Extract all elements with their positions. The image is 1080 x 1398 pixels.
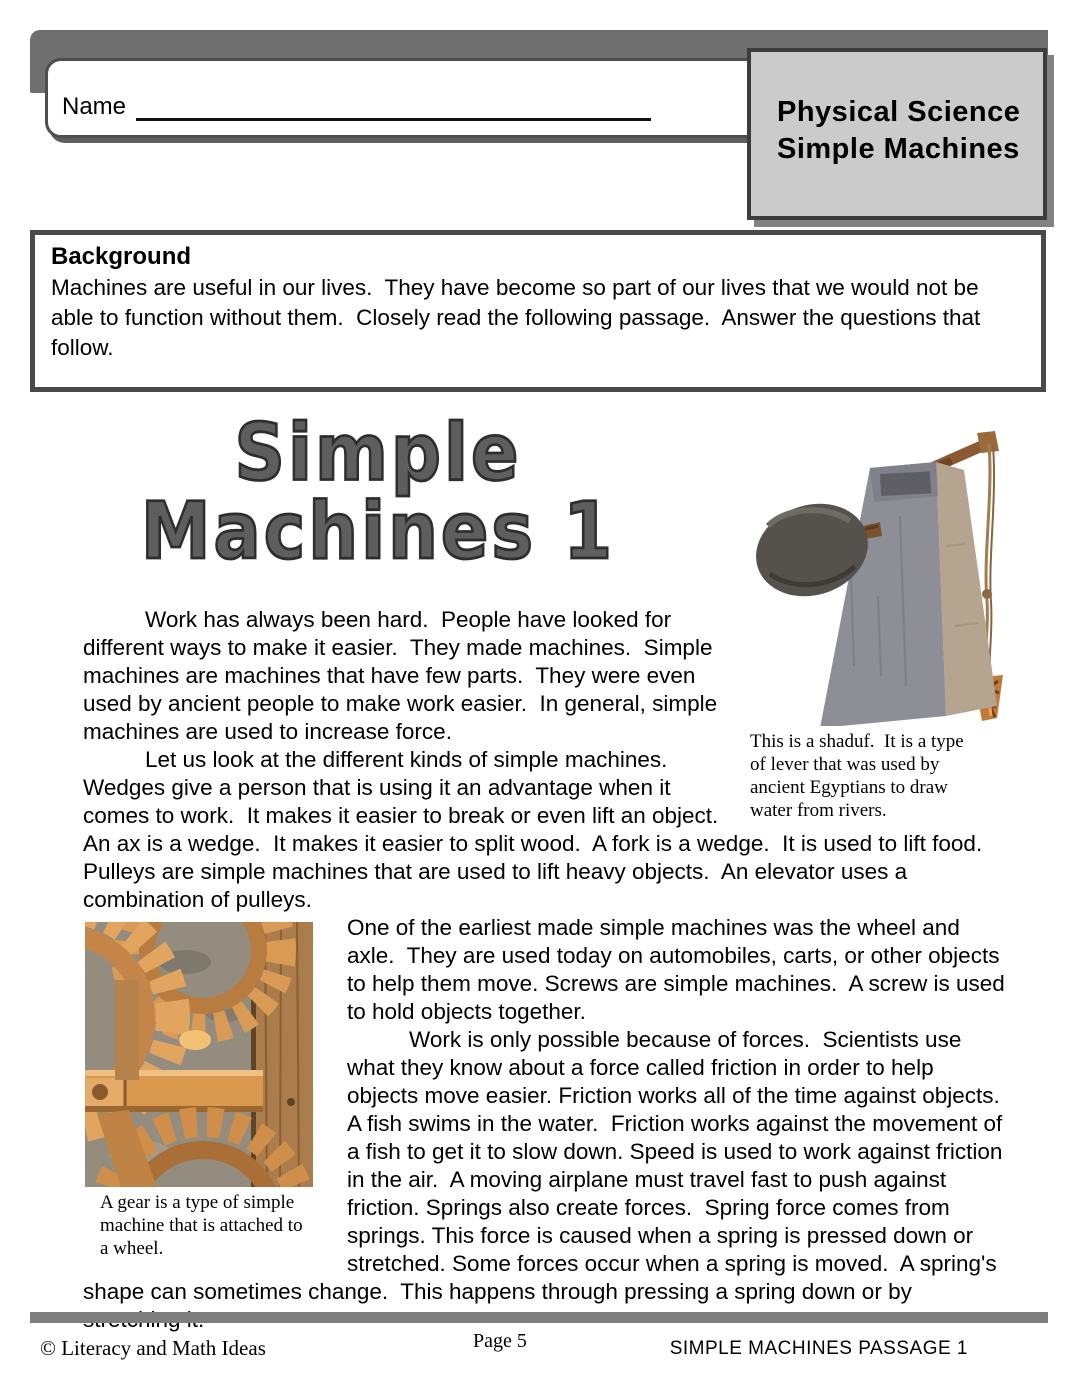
paragraph-3: One of the earliest made simple machines was the wheel and axle. They are used today on automobiles, carts, or other objects to help them move. Screws are simple machines. A screw is used to hold objects together. bbox=[347, 915, 1012, 1024]
footer-divider-bar bbox=[30, 1312, 1048, 1323]
paragraph-4: Work is only possible because of forces. Scientists use what they know about a force called friction in order to help objects move easier. Friction works all of the time against objects. A fish swims in the water. Friction works against the movement of a fish to get it to slow down. Speed is used to work against friction in the air. A moving airplane must travel fast to push against friction. Springs also create forces. Spring force comes from springs. This force is caused when a spring is pressed down or stretched. Some forces occur when a spring is moved. A spring's shape can sometimes change. This happens through pressing a spring down or by bbox=[83, 1027, 1003, 1304]
name-label: Name bbox=[62, 93, 127, 120]
subject-line-2: Simple Machines bbox=[777, 133, 1020, 165]
subject-line-1: Physical Science bbox=[777, 96, 1021, 128]
background-box bbox=[30, 230, 1046, 392]
subject-box bbox=[747, 48, 1047, 220]
gear-photo bbox=[85, 922, 313, 1187]
footer-copyright: © Literacy and Math Ideas bbox=[40, 1336, 266, 1360]
article-title: Simple Machines 1 bbox=[140, 406, 616, 578]
gear-figure bbox=[85, 922, 313, 1260]
page-number: Page 5 bbox=[473, 1330, 527, 1352]
background-text: Machines are useful in our lives. They have become so part of our lives that we would not be able to function without them. Closely read the following passage. Answer the questions that follow. bbox=[51, 275, 987, 360]
name-blank-line bbox=[136, 94, 651, 121]
shaduf-caption: This is a shaduf. It is a type of lever that was used by ancient Egyptians to draw water from rivers. bbox=[750, 731, 969, 821]
background-heading: Background bbox=[51, 243, 192, 270]
passage-label: SIMPLE MACHINES PASSAGE 1 bbox=[669, 1338, 968, 1359]
paragraph-1: Work has always been hard. People have looked for different ways to make it easier. They made machines. Simple machines are machines that have few parts. They were even used by ancient people to make work easier. In general, simple machines are used to increase force. bbox=[83, 607, 724, 744]
paragraph-2: Let us look at the different kinds of simple machines. Wedges give a person that is using it an advantage when it comes to work. It makes it easier to break or even lift an object. An ax is a wedge. It makes it easier to split wood. A fork is a wedge. It is used to lift food. Pulleys are simple machines that are used to lift heavy objects. An elevator uses a combination of pulleys. bbox=[83, 747, 989, 912]
gear-caption: A gear is a type of simple machine that is attached to a wheel. bbox=[100, 1192, 308, 1259]
article bbox=[30, 398, 1010, 1334]
